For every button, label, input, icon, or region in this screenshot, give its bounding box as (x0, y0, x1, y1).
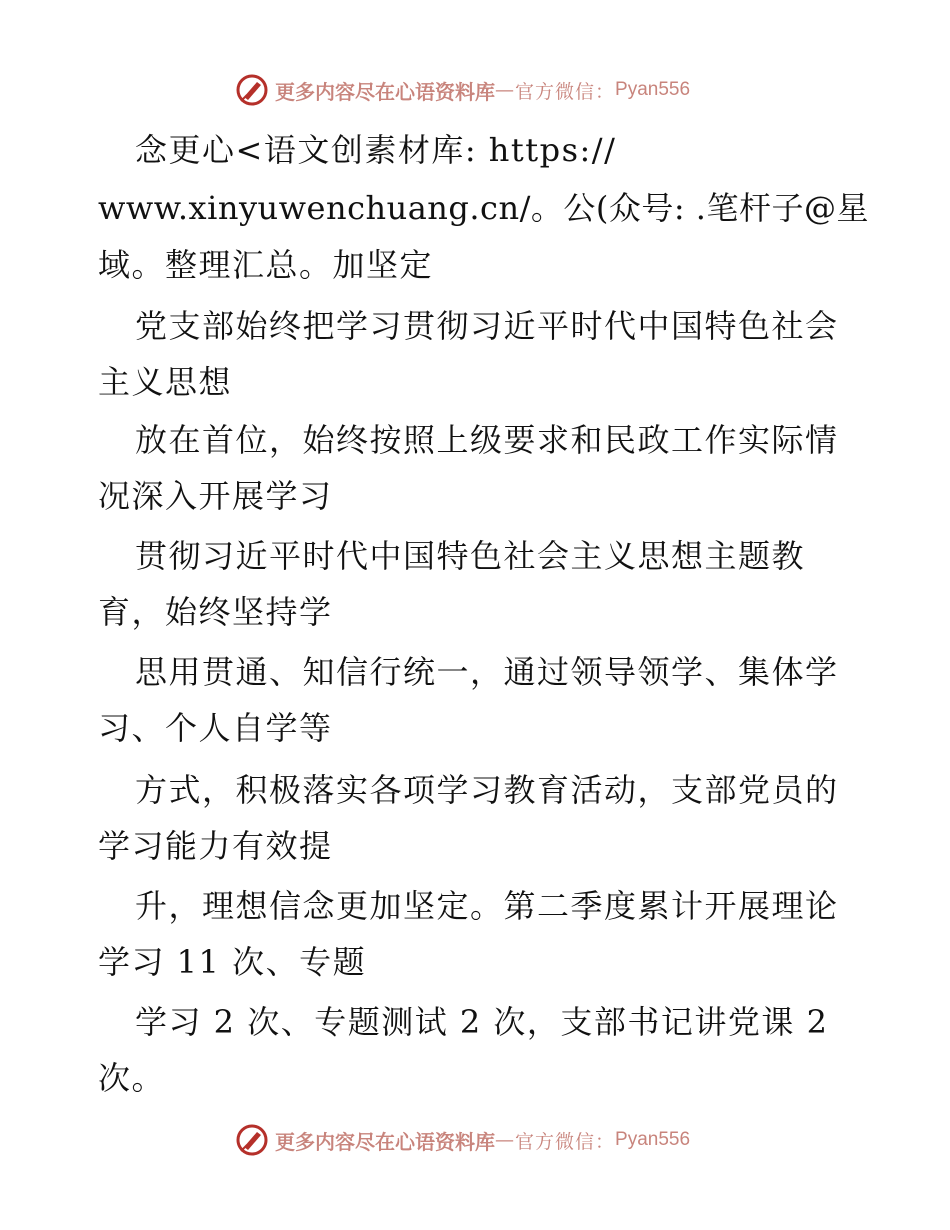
text-line: 党支部始终把学习贯彻习近平时代中国特色社会 (135, 307, 839, 345)
text-line: 念更心<语文创素材库: https:// (135, 131, 617, 169)
text-line: 主义思想 (98, 363, 233, 401)
text-line: 学习 2 次、专题测试 2 次，支部书记讲党课 2 (135, 1003, 829, 1041)
text-line: 次。 (98, 1059, 166, 1097)
watermark-account: Pyan556 (615, 1129, 691, 1150)
text-line: 学习能力有效提 (98, 827, 333, 865)
text-line: 方式，积极落实各项学习教育活动，支部党员的 (135, 771, 839, 809)
watermark-dash: — (495, 79, 515, 101)
pen-logo-icon (235, 1123, 269, 1157)
watermark-main-text: 更多内容尽在心语资料库 (275, 1129, 495, 1154)
watermark-account: Pyan556 (615, 79, 691, 100)
footer-watermark (235, 1120, 715, 1160)
text-line: 放在首位，始终按照上级要求和民政工作实际情 (135, 421, 839, 459)
watermark-official-label: 官方微信： (515, 1130, 616, 1153)
text-line: 升，理想信念更加坚定。第二季度累计开展理论 (135, 887, 839, 925)
pen-logo-icon (235, 73, 269, 107)
watermark-main-text: 更多内容尽在心语资料库 (275, 79, 495, 104)
text-line: 学习 11 次、专题 (98, 943, 367, 981)
text-line: 况深入开展学习 (98, 477, 333, 515)
text-line: 育，始终坚持学 (98, 593, 333, 631)
watermark-dash: — (495, 1129, 515, 1151)
header-watermark (235, 70, 715, 110)
text-line: www.xinyuwenchuang.cn/。公(众号: .笔杆子@星 (98, 189, 869, 227)
text-line: 思用贯通、知信行统一，通过领导领学、集体学 (135, 653, 839, 691)
text-line: 域。整理汇总。加坚定 (98, 246, 434, 284)
text-line: 习、个人自学等 (98, 709, 333, 747)
watermark-official-label: 官方微信： (515, 80, 616, 103)
text-line: 贯彻习近平时代中国特色社会主义思想主题教 (135, 537, 806, 575)
